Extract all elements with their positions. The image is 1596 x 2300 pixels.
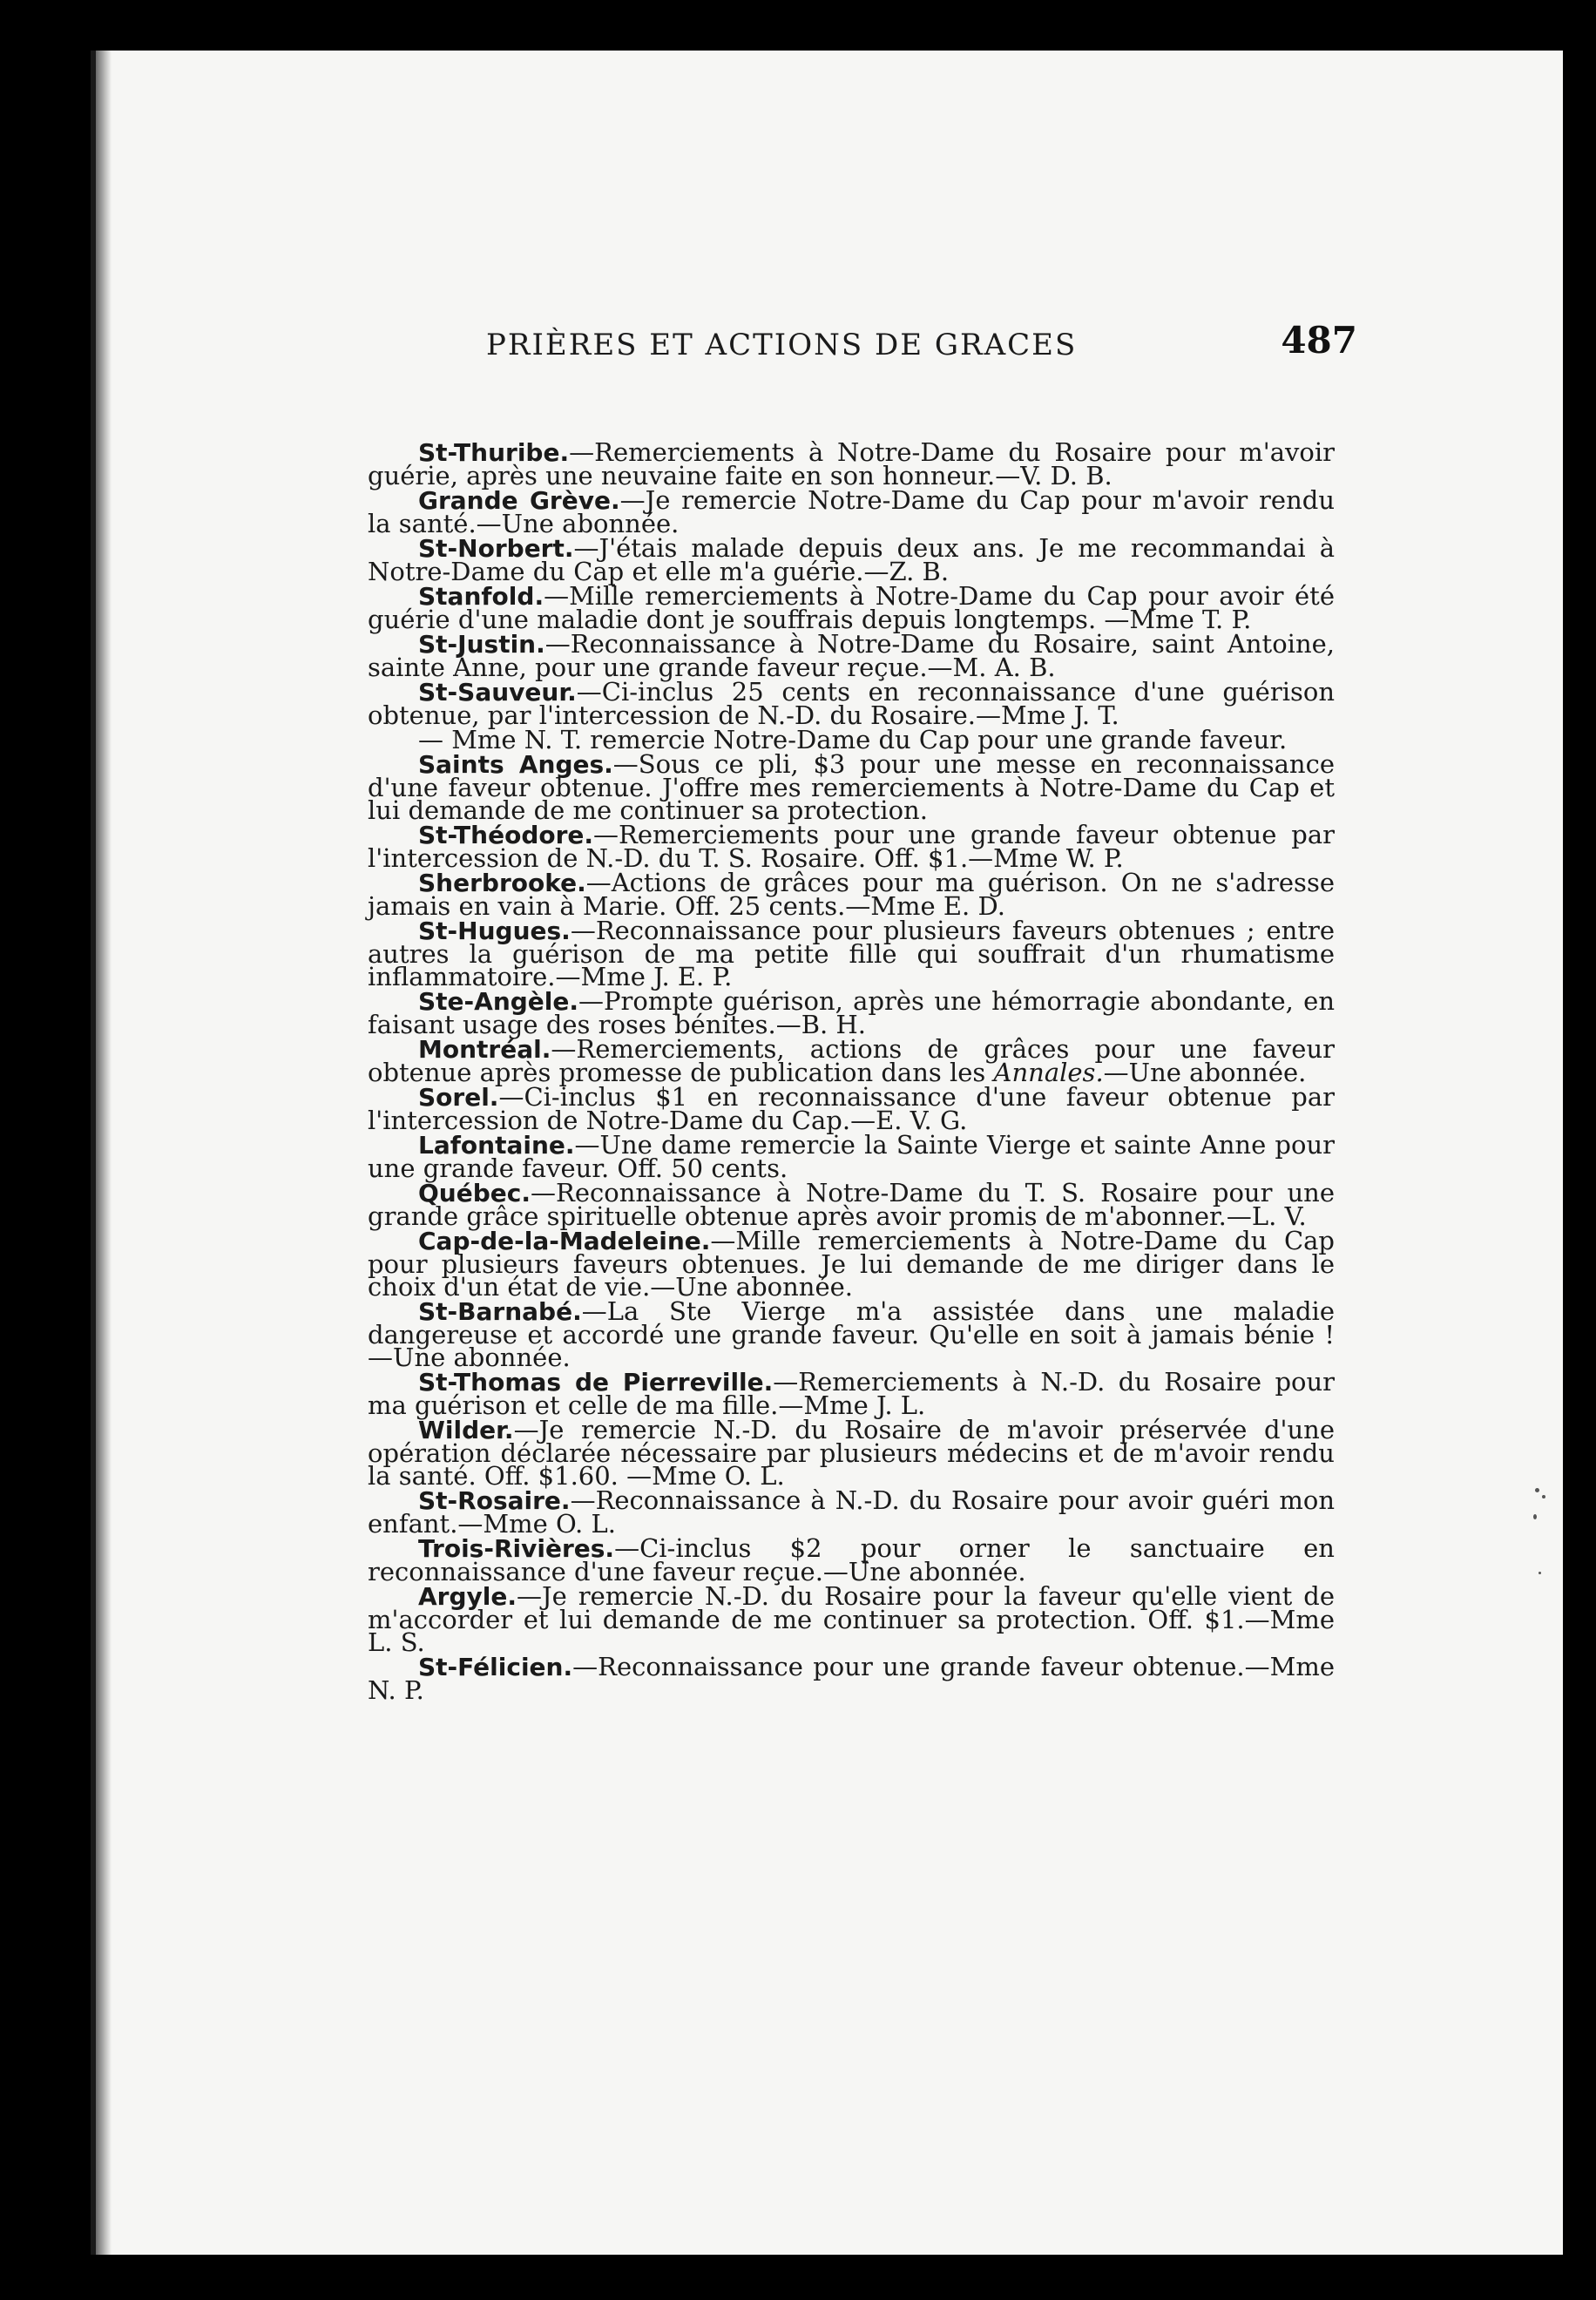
book-page xyxy=(91,51,1563,2255)
entry-place: Ste-Angèle. xyxy=(418,987,579,1016)
entry-text: —Remerciements pour une grande faveur obtenue par l'intercession de N.-D. du T. S. Rosaire. Off. $1.—Mme W. P. xyxy=(368,820,1335,873)
entry xyxy=(368,629,1335,682)
entry-place: St-Théodore. xyxy=(418,821,594,849)
entry-place: Stanfold. xyxy=(418,582,544,611)
entry-text: —La Ste Vierge m'a assistée dans une maladie dangereuse et accordé une grande faveur. Qu'elle en soit à jamais bénie ! —Une abonnée. xyxy=(368,1296,1335,1372)
entry-place: Québec. xyxy=(418,1179,531,1208)
entry-text: —Une dame remercie la Sainte Vierge et sainte Anne pour une grande faveur. Off. 50 cents. xyxy=(368,1130,1335,1183)
entry xyxy=(368,1082,1335,1135)
entry xyxy=(368,749,1335,825)
entry xyxy=(368,1130,1335,1183)
gutter-shadow xyxy=(96,51,112,2255)
entry xyxy=(368,533,1335,586)
entry-text: —Remerciements à Notre-Dame du Rosaire pour m'avoir guérie, après une neuvaine faite en son honneur.—V. D. B. xyxy=(368,437,1335,490)
entry-text: — Mme N. T. remercie Notre-Dame du Cap pour une grande faveur. xyxy=(418,725,1288,754)
entry-place: Lafontaine. xyxy=(418,1131,575,1160)
entry-place: Cap-de-la-Madeleine. xyxy=(418,1227,711,1255)
entry-place: St-Justin. xyxy=(418,630,545,659)
entry-text: —Mille remerciements à Notre-Dame du Cap pour plusieurs faveurs obtenues. Je lui demande de me diriger dans le choix d'un état de vie.—Une abonnée. xyxy=(368,1226,1335,1302)
entry-place: Wilder. xyxy=(418,1416,514,1444)
entries-list xyxy=(368,437,1336,1705)
entry xyxy=(368,725,1335,754)
entry xyxy=(368,1367,1336,1420)
entry-place: Montréal. xyxy=(418,1035,551,1064)
entry-place: St-Thomas de Pierreville. xyxy=(418,1368,774,1397)
entry-text: —Reconnaissance pour une grande faveur obtenue.—Mme N. P. xyxy=(368,1652,1335,1705)
entry xyxy=(368,820,1335,873)
entry xyxy=(368,1296,1335,1372)
entry xyxy=(368,1415,1335,1491)
entry-place: St-Sauveur. xyxy=(418,678,577,707)
entry xyxy=(368,916,1335,991)
entry-text: —Ci-inclus $1 en reconnaissance d'une faveur obtenue par l'intercession de Notre-Dame du Cap.—E. V. G. xyxy=(368,1082,1335,1135)
entry xyxy=(368,1178,1335,1231)
entry-place: Grande Grève. xyxy=(418,486,620,515)
entry-text: —Sous ce pli, $3 pour une messe en reconnaissance d'une faveur obtenue. J'offre mes remerciements à Notre-Dame du Cap et lui demande de me continuer sa protection. xyxy=(368,749,1335,825)
entry-text: —Mille remerciements à Notre-Dame du Cap pour avoir été guérie d'une maladie dont je souffrais depuis longtemps. —Mme T. P. xyxy=(368,581,1335,634)
entry-text: —Reconnaissance à N.-D. du Rosaire pour avoir guéri mon enfant.—Mme O. L. xyxy=(368,1485,1335,1539)
entry-place: St-Norbert. xyxy=(418,534,574,563)
entry xyxy=(368,1581,1335,1657)
entry-place: St-Félicien. xyxy=(418,1653,573,1681)
entry xyxy=(368,437,1335,490)
entry-place: Sorel. xyxy=(418,1083,499,1112)
entry-text: —Ci-inclus 25 cents en reconnaissance d'une guérison obtenue, par l'intercession de N.-D. du Rosaire.—Mme J. T. xyxy=(368,677,1335,730)
entry xyxy=(368,868,1335,921)
entry-text: —Reconnaissance pour plusieurs faveurs obtenues ; entre autres la guérison de ma petite fille qui souffrait d'un rhumatisme inflammatoire.—Mme J. E. P. xyxy=(368,916,1335,991)
entry xyxy=(368,1034,1335,1087)
entry-place: Argyle. xyxy=(418,1582,517,1611)
entry-text: —Reconnaissance à Notre-Dame du Rosaire, saint Antoine, sainte Anne, pour une grande faveur reçue.—M. A. B. xyxy=(368,629,1335,682)
entry-text: —Ci-inclus $2 pour orner le sanctuaire en reconnaissance d'une faveur reçue.—Une abonnée. xyxy=(368,1533,1335,1586)
entry xyxy=(368,1485,1335,1539)
running-title: PRIÈRES ET ACTIONS DE GRACES xyxy=(486,328,1078,362)
entry-text: —Actions de grâces pour ma guérison. On ne s'adresse jamais en vain à Marie. Off. 25 cents.—Mme E. D. xyxy=(368,868,1335,921)
entry-place: Sherbrooke. xyxy=(418,869,586,897)
entry xyxy=(368,986,1335,1039)
entry-text: —Remerciements, actions de grâces pour une faveur obtenue après promesse de publication dans les xyxy=(368,1034,1335,1087)
entry-place: St-Barnabé. xyxy=(418,1297,582,1326)
margin-specks xyxy=(1530,1488,1556,1593)
entry-text: —Je remercie Notre-Dame du Cap pour m'avoir rendu la santé.—Une abonnée. xyxy=(368,485,1335,538)
entry-place: St-Thuribe. xyxy=(418,438,570,467)
entry-place: St-Hugues. xyxy=(418,917,571,945)
entry-place: Trois-Rivières. xyxy=(418,1534,615,1563)
entry xyxy=(368,485,1335,538)
entry-text-after: —Une abonnée. xyxy=(1103,1058,1307,1087)
page-number: 487 xyxy=(1281,319,1357,362)
entry-place: Saints Anges. xyxy=(418,750,613,779)
entry-text: —Prompte guérison, après une hémorragie abondante, en faisant usage des roses bénites.—B. H. xyxy=(368,986,1335,1039)
entry xyxy=(368,677,1335,730)
entry xyxy=(368,581,1335,634)
entry-text: —J'étais malade depuis deux ans. Je me recommandai à Notre-Dame du Cap et elle m'a guérie.—Z. B. xyxy=(368,533,1335,586)
entry-italic-text: Annales. xyxy=(993,1058,1104,1087)
entry xyxy=(368,1226,1335,1302)
entry-text: —Remerciements à N.-D. du Rosaire pour ma guérison et celle de ma fille.—Mme J. L. xyxy=(368,1367,1336,1420)
entry-text: —Reconnaissance à Notre-Dame du T. S. Rosaire pour une grande grâce spirituelle obtenue après avoir promis de m'abonner.—L. V. xyxy=(368,1178,1335,1231)
page-header xyxy=(486,319,1357,375)
entry-text: —Je remercie N.-D. du Rosaire de m'avoir préservée d'une opération déclarée nécessaire par plusieurs médecins et de m'avoir rendu la santé. Off. $1.60. —Mme O. L. xyxy=(368,1415,1335,1491)
entry-text: —Je remercie N.-D. du Rosaire pour la faveur qu'elle vient de m'accorder et lui demande de me continuer sa protection. Off. $1.—Mme L. S. xyxy=(368,1581,1335,1657)
entry xyxy=(368,1533,1335,1586)
entry-place: St-Rosaire. xyxy=(418,1486,571,1515)
entry xyxy=(368,1652,1335,1705)
